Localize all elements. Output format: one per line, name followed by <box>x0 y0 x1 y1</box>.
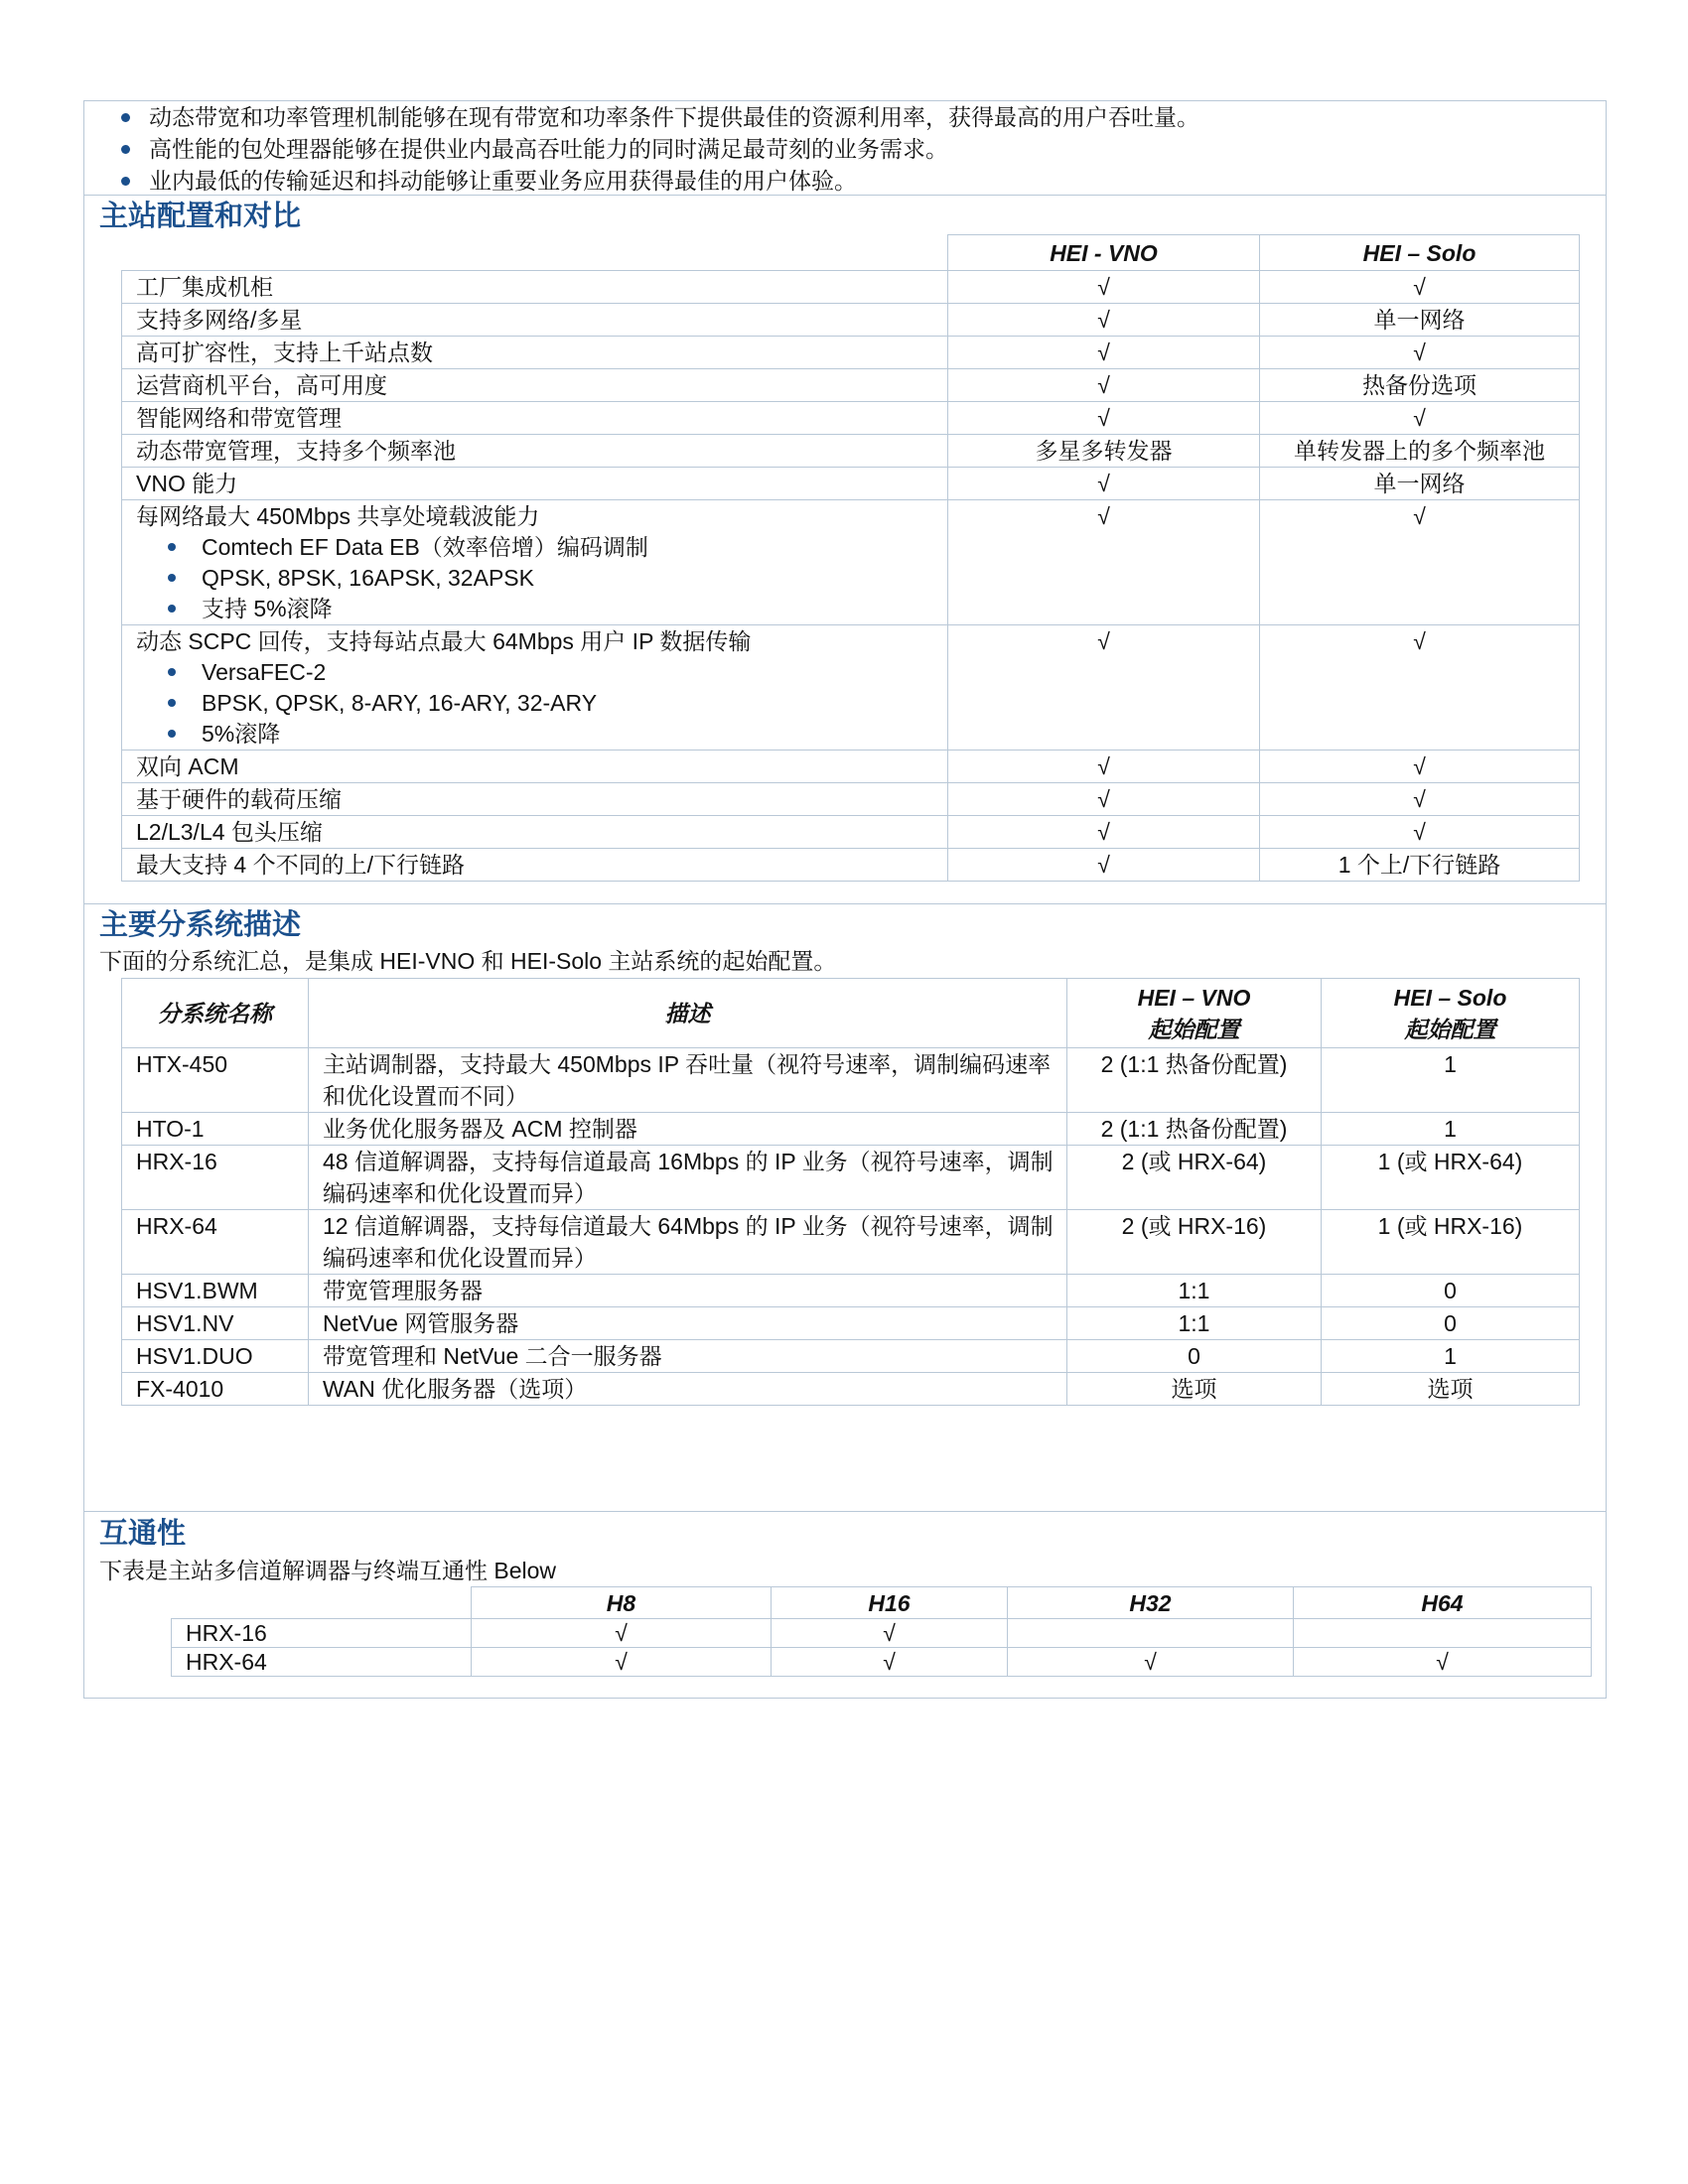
subsystem-name: HSV1.BWM <box>122 1275 309 1307</box>
table-row <box>122 1113 1580 1146</box>
col-header-solo: HEI – Solo <box>1260 235 1580 271</box>
bullet-item: 动态带宽和功率管理机制能够在现有带宽和功率条件下提供最佳的资源利用率，获得最高的用户吞吐量。 <box>103 101 1199 133</box>
solo-cell: 单一网络 <box>1260 304 1580 337</box>
vno-cell: √ <box>948 849 1260 882</box>
section-intro: 下表是主站多信道解调器与终端互通性 Below <box>99 1558 557 1583</box>
solo-cell: 单一网络 <box>1260 468 1580 500</box>
solo-cell: √ <box>1260 337 1580 369</box>
subsystem-desc: 带宽管理服务器 <box>309 1275 1067 1307</box>
solo-cell: 单转发器上的多个频率池 <box>1260 435 1580 468</box>
table-header-row <box>172 1587 1592 1619</box>
table-row <box>122 468 1580 500</box>
header-line: HEI – Solo <box>1393 984 1507 1011</box>
subsystem-desc: 主站调制器，支持最大 450Mbps IP 吞吐量（视符号速率，调制编码速率和优化设置而不同） <box>309 1048 1067 1113</box>
col-header-h8: H8 <box>472 1587 772 1619</box>
solo-cell: √ <box>1260 816 1580 849</box>
subsystem-desc: 带宽管理和 NetVue 二合一服务器 <box>309 1340 1067 1373</box>
vno-cell: √ <box>948 783 1260 816</box>
solo-config: 1 <box>1322 1048 1580 1113</box>
vno-cell: 多星多转发器 <box>948 435 1260 468</box>
section-divider <box>83 195 1607 196</box>
section-divider <box>83 1511 1607 1512</box>
feature-cell: L2/L3/L4 包头压缩 <box>122 816 948 849</box>
vno-config: 0 <box>1067 1340 1322 1373</box>
subsystem-table <box>121 978 1580 1406</box>
table-header-row <box>122 979 1580 1048</box>
feature-cell: VNO 能力 <box>122 468 948 500</box>
feature-cell: 双向 ACM <box>122 751 948 783</box>
col-header-h16: H16 <box>772 1587 1008 1619</box>
table-row <box>122 337 1580 369</box>
feature-sublist <box>136 657 947 750</box>
table-row <box>122 1307 1580 1340</box>
demod-name: HRX-64 <box>172 1648 472 1677</box>
table-row <box>122 304 1580 337</box>
sublist-item: Comtech EF Data EB（效率倍增）编码调制 <box>136 532 947 563</box>
table-header-row <box>122 235 1580 271</box>
subsystem-desc: WAN 优化服务器（选项） <box>309 1373 1067 1406</box>
sublist-item: 支持 5%滚降 <box>136 594 947 624</box>
section-title-interop: 互通性 <box>99 1518 187 1550</box>
feature-cell: 运营商机平台，高可用度 <box>122 369 948 402</box>
table-row <box>122 1275 1580 1307</box>
interop-cell: √ <box>772 1648 1008 1677</box>
col-header-h32: H32 <box>1008 1587 1294 1619</box>
table-row <box>122 402 1580 435</box>
subsystem-name: HTO-1 <box>122 1113 309 1146</box>
subsystem-name: HRX-64 <box>122 1210 309 1275</box>
interop-cell: √ <box>1008 1648 1294 1677</box>
intro-bullets <box>103 101 1199 197</box>
solo-cell: √ <box>1260 271 1580 304</box>
subsystem-name: HSV1.NV <box>122 1307 309 1340</box>
feature-text: 每网络最大 450Mbps 共享处境载波能力 <box>136 503 540 529</box>
bullet-item: 业内最低的传输延迟和抖动能够让重要业务应用获得最佳的用户体验。 <box>103 165 1199 197</box>
vno-config: 选项 <box>1067 1373 1322 1406</box>
feature-cell: 工厂集成机柜 <box>122 271 948 304</box>
col-header-name: 分系统名称 <box>122 979 309 1048</box>
solo-cell: 1 个上/下行链路 <box>1260 849 1580 882</box>
table-row <box>122 1048 1580 1113</box>
col-header-solo <box>1322 979 1580 1048</box>
section-title-subsystems: 主要分系统描述 <box>99 909 302 941</box>
solo-config: 1 <box>1322 1340 1580 1373</box>
vno-config: 2 (或 HRX-64) <box>1067 1146 1322 1210</box>
table-row <box>122 816 1580 849</box>
subsystem-desc: 48 信道解调器，支持每信道最高 16Mbps 的 IP 业务（视符号速率，调制编码速率和优化设置而异） <box>309 1146 1067 1210</box>
vno-cell: √ <box>948 271 1260 304</box>
solo-cell: √ <box>1260 402 1580 435</box>
vno-config: 1:1 <box>1067 1275 1322 1307</box>
table-row <box>122 1373 1580 1406</box>
sublist-item: 5%滚降 <box>136 719 947 750</box>
table-row <box>172 1619 1592 1648</box>
blank-cell <box>122 235 948 271</box>
vno-cell: √ <box>948 402 1260 435</box>
col-header-desc: 描述 <box>309 979 1067 1048</box>
feature-cell: 动态带宽管理，支持多个频率池 <box>122 435 948 468</box>
demod-name: HRX-16 <box>172 1619 472 1648</box>
vno-cell: √ <box>948 500 1260 625</box>
blank-cell <box>172 1587 472 1619</box>
table-row <box>122 751 1580 783</box>
section-intro: 下面的分系统汇总，是集成 HEI-VNO 和 HEI-Solo 主站系统的起始配置。 <box>99 948 837 974</box>
vno-cell: √ <box>948 468 1260 500</box>
vno-cell: √ <box>948 625 1260 751</box>
feature-sublist <box>136 532 947 624</box>
interop-cell: √ <box>472 1648 772 1677</box>
vno-cell: √ <box>948 304 1260 337</box>
vno-config: 2 (1:1 热备份配置) <box>1067 1048 1322 1113</box>
subsystem-name: HSV1.DUO <box>122 1340 309 1373</box>
sublist-item: VersaFEC-2 <box>136 657 947 688</box>
interop-cell: √ <box>772 1619 1008 1648</box>
header-line: 起始配置 <box>1404 1016 1496 1042</box>
vno-cell: √ <box>948 369 1260 402</box>
solo-config: 1 <box>1322 1113 1580 1146</box>
col-header-vno <box>1067 979 1322 1048</box>
table-row <box>122 271 1580 304</box>
feature-cell <box>122 500 948 625</box>
sublist-item: QPSK, 8PSK, 16APSK, 32APSK <box>136 563 947 594</box>
table-row <box>122 435 1580 468</box>
table-row <box>172 1648 1592 1677</box>
solo-cell: √ <box>1260 500 1580 625</box>
feature-cell: 智能网络和带宽管理 <box>122 402 948 435</box>
feature-cell: 高可扩容性，支持上千站点数 <box>122 337 948 369</box>
header-line: 起始配置 <box>1148 1016 1240 1042</box>
feature-cell: 最大支持 4 个不同的上/下行链路 <box>122 849 948 882</box>
interop-table <box>171 1586 1592 1677</box>
feature-cell <box>122 625 948 751</box>
solo-config: 0 <box>1322 1275 1580 1307</box>
subsystem-desc: 12 信道解调器，支持每信道最大 64Mbps 的 IP 业务（视符号速率，调制编码速率和优化设置而异） <box>309 1210 1067 1275</box>
solo-config: 1 (或 HRX-16) <box>1322 1210 1580 1275</box>
solo-cell: √ <box>1260 783 1580 816</box>
solo-config: 1 (或 HRX-64) <box>1322 1146 1580 1210</box>
header-line: HEI – VNO <box>1137 984 1251 1011</box>
table-row <box>122 369 1580 402</box>
solo-config: 0 <box>1322 1307 1580 1340</box>
table-row <box>122 1340 1580 1373</box>
vno-cell: √ <box>948 337 1260 369</box>
vno-cell: √ <box>948 816 1260 849</box>
vno-cell: √ <box>948 751 1260 783</box>
config-comparison-table <box>121 234 1580 882</box>
table-row <box>122 783 1580 816</box>
feature-text: 动态 SCPC 回传，支持每站点最大 64Mbps 用户 IP 数据传输 <box>136 628 752 654</box>
interop-cell <box>1008 1619 1294 1648</box>
vno-config: 2 (或 HRX-16) <box>1067 1210 1322 1275</box>
col-header-h64: H64 <box>1294 1587 1592 1619</box>
subsystem-desc: 业务优化服务器及 ACM 控制器 <box>309 1113 1067 1146</box>
solo-config: 选项 <box>1322 1373 1580 1406</box>
interop-cell: √ <box>1294 1648 1592 1677</box>
section-divider <box>83 903 1607 904</box>
bullet-item: 高性能的包处理器能够在提供业内最高吞吐能力的同时满足最苛刻的业务需求。 <box>103 133 1199 165</box>
table-row <box>122 625 1580 751</box>
solo-cell: √ <box>1260 625 1580 751</box>
table-row <box>122 1146 1580 1210</box>
table-row <box>122 849 1580 882</box>
interop-cell: √ <box>472 1619 772 1648</box>
col-header-vno: HEI - VNO <box>948 235 1260 271</box>
vno-config: 1:1 <box>1067 1307 1322 1340</box>
section-title-config: 主站配置和对比 <box>99 201 302 232</box>
sublist-item: BPSK, QPSK, 8-ARY, 16-ARY, 32-ARY <box>136 688 947 719</box>
subsystem-name: HTX-450 <box>122 1048 309 1113</box>
feature-cell: 支持多网络/多星 <box>122 304 948 337</box>
solo-cell: 热备份选项 <box>1260 369 1580 402</box>
subsystem-name: HRX-16 <box>122 1146 309 1210</box>
interop-cell <box>1294 1619 1592 1648</box>
subsystem-name: FX-4010 <box>122 1373 309 1406</box>
table-row <box>122 1210 1580 1275</box>
vno-config: 2 (1:1 热备份配置) <box>1067 1113 1322 1146</box>
subsystem-desc: NetVue 网管服务器 <box>309 1307 1067 1340</box>
feature-cell: 基于硬件的载荷压缩 <box>122 783 948 816</box>
table-row <box>122 500 1580 625</box>
solo-cell: √ <box>1260 751 1580 783</box>
